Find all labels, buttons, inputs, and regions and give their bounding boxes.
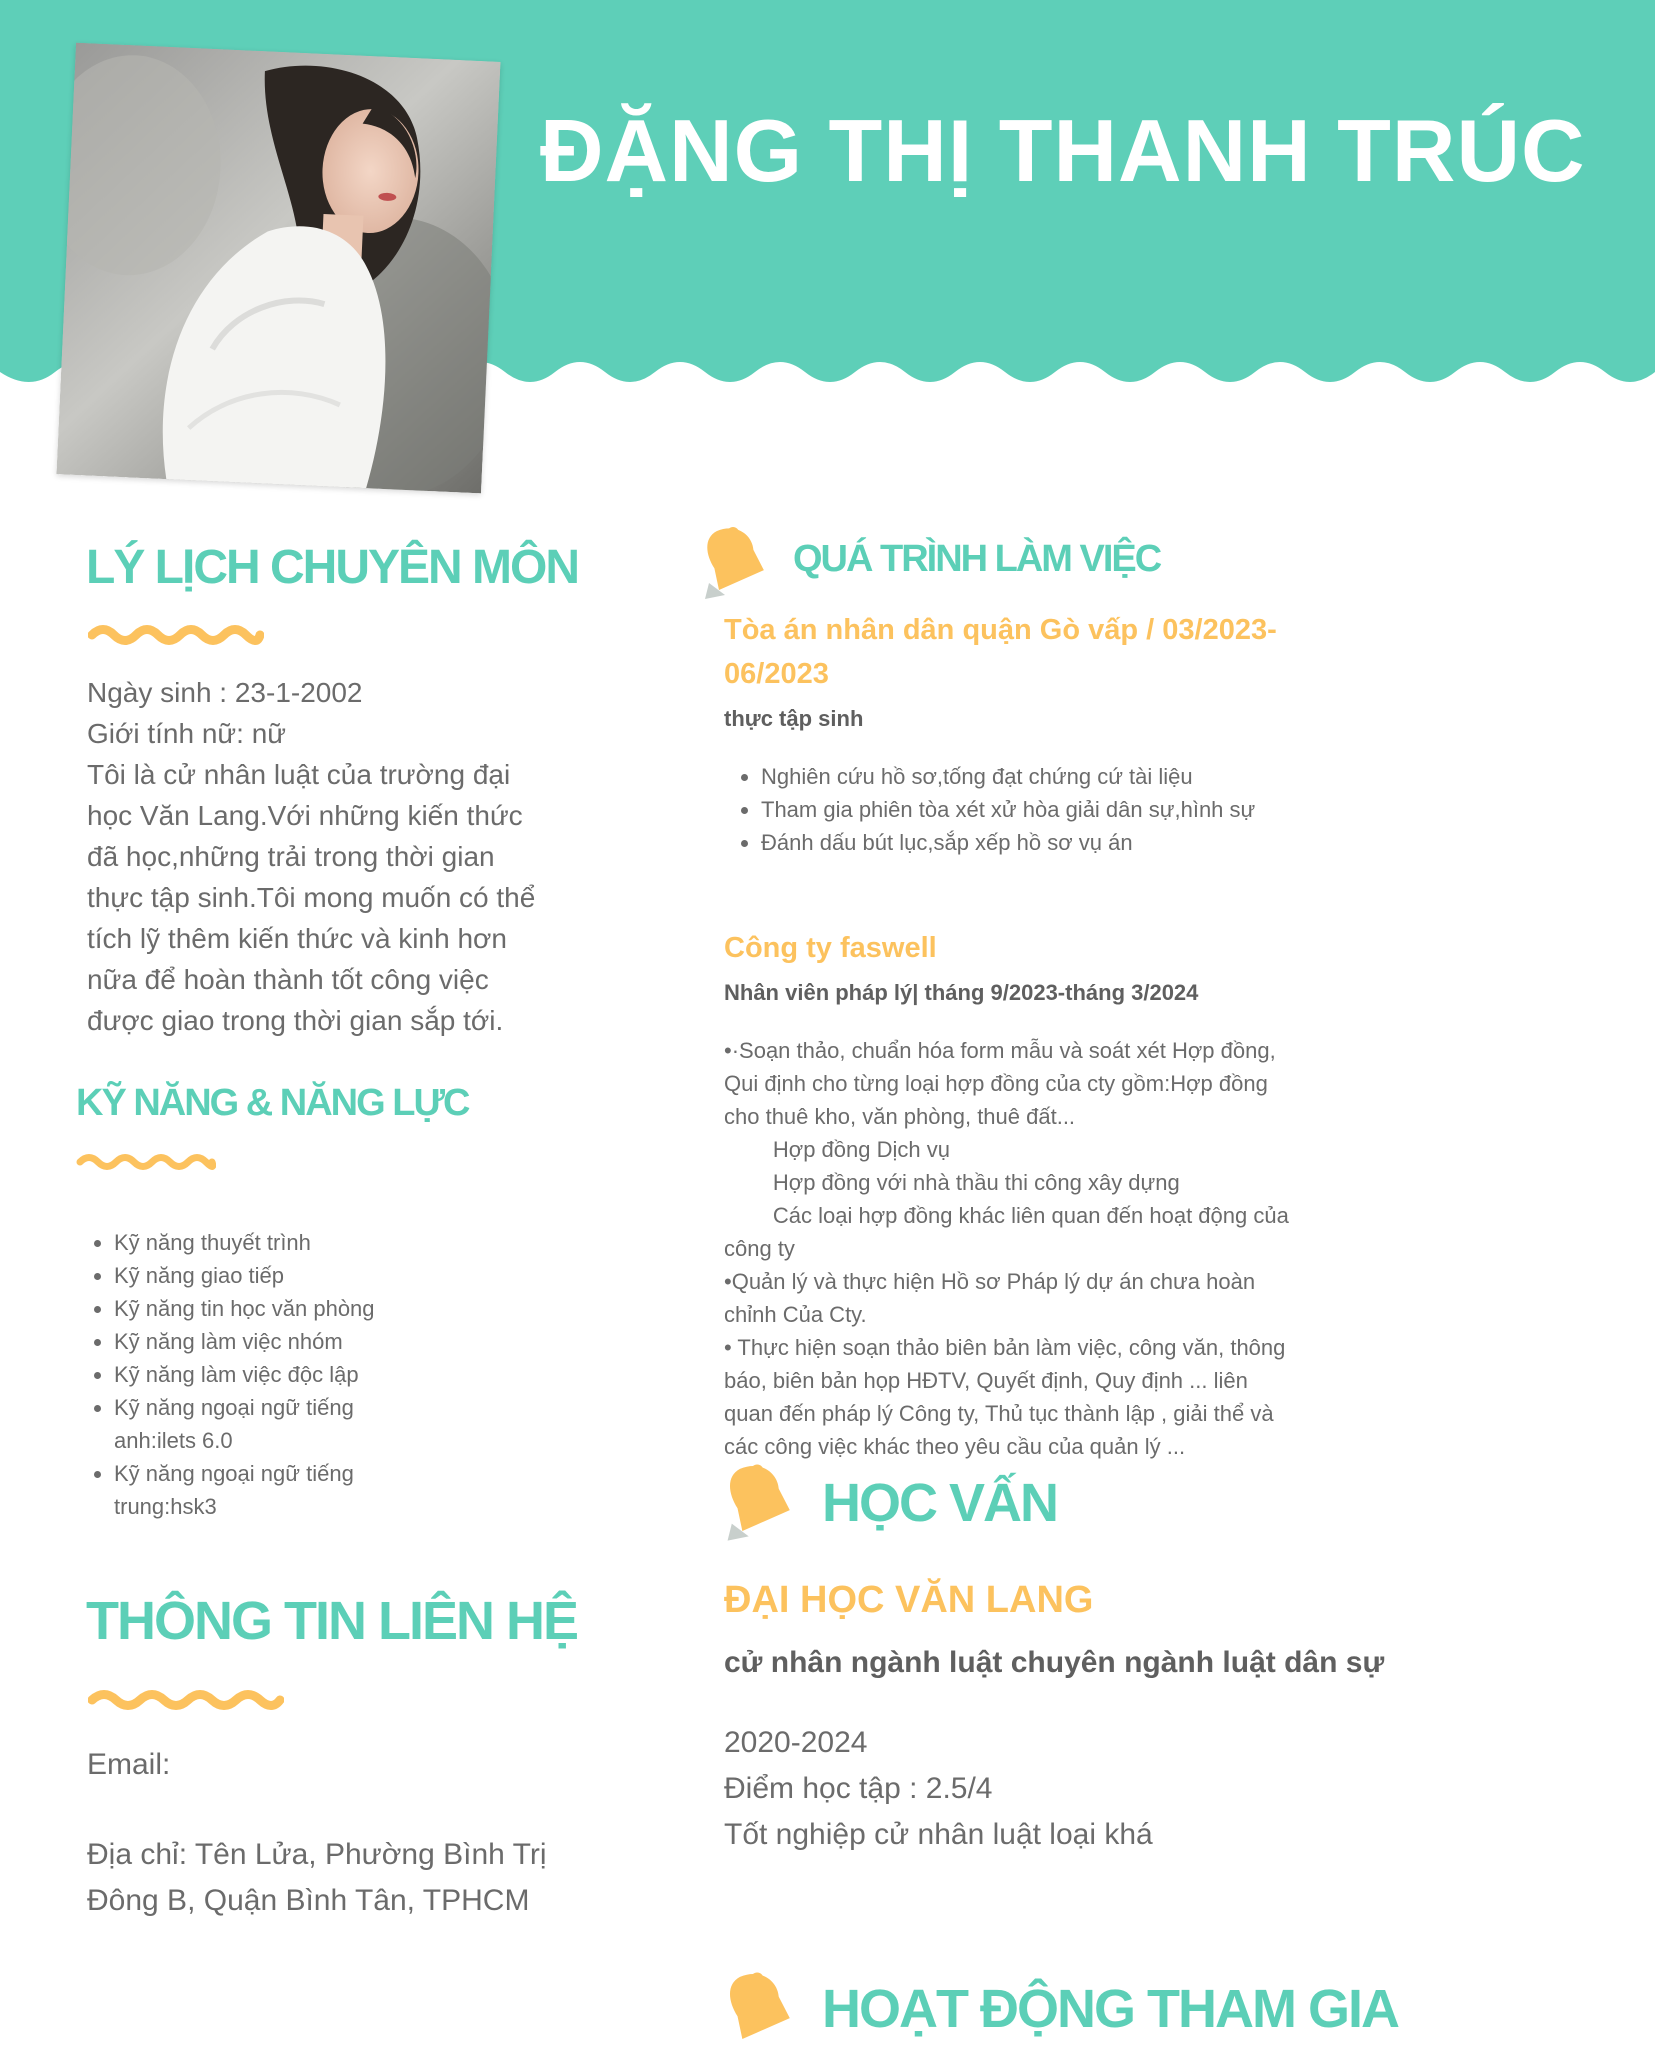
address-line: Địa chỉ: Tên Lửa, Phường Bình Trị xyxy=(87,1838,547,1871)
bell-icon xyxy=(717,1462,791,1542)
job-1-company-line: Tòa án nhân dân quận Gò vấp / 03/2023- xyxy=(724,614,1277,646)
profile-wave-divider xyxy=(88,622,264,648)
job-2-desc-line: Các loại hợp đồng khác liên quan đến hoạt động của xyxy=(724,1203,1289,1228)
skills-title: KỸ NĂNG & NĂNG LỰC xyxy=(76,1082,469,1124)
job-2-desc-line: • Thực hiện soạn thảo biên bản làm việc, công văn, thông xyxy=(724,1335,1286,1360)
job-2-desc-line: •·Soạn thảo, chuẩn hóa form mẫu và soát xét Hợp đồng, xyxy=(724,1038,1276,1063)
job-2-desc-line: Hợp đồng với nhà thầu thi công xây dựng xyxy=(724,1170,1180,1195)
job-1-company xyxy=(724,608,1277,696)
bell-icon xyxy=(717,1970,791,2050)
bell-icon xyxy=(695,525,765,600)
job-1-bullet: • Tham gia phiên tòa xét xử hòa giải dân sự,hình sự xyxy=(761,793,1255,826)
profile-line: Tôi là cử nhân luật của trường đại xyxy=(87,759,511,790)
job-1-bullets xyxy=(735,760,1255,859)
job-1-role: thực tập sinh xyxy=(724,706,864,731)
contact-wave-divider xyxy=(88,1686,284,1714)
job-2-desc-line: quan đến pháp lý Công ty, Thủ tục thành lập , giải thể và xyxy=(724,1401,1274,1426)
profile-line: Ngày sinh : 23-1-2002 xyxy=(87,677,363,708)
job-1-bullet: • Đánh dấu bút lục,sắp xếp hồ sơ vụ án xyxy=(761,826,1255,859)
job-2-desc-line: cho thuê kho, văn phòng, thuê đất... xyxy=(724,1104,1076,1129)
skills-list xyxy=(88,1226,454,1523)
education-line: Điểm học tập : 2.5/4 xyxy=(724,1772,993,1805)
profile-line: được giao trong thời gian sắp tới. xyxy=(87,1005,504,1036)
job-2-desc-line: công ty xyxy=(724,1236,795,1261)
job-2-company: Công ty faswell xyxy=(724,932,937,964)
job-2-desc-line: •Quản lý và thực hiện Hồ sơ Pháp lý dự án chưa hoàn xyxy=(724,1269,1256,1294)
education-line: Tốt nghiệp cử nhân luật loại khá xyxy=(724,1818,1153,1851)
job-2-desc-line: chỉnh Của Cty. xyxy=(724,1302,867,1327)
profile-text xyxy=(87,672,535,1041)
job-2-desc-line: Hợp đồng Dịch vụ xyxy=(724,1137,950,1162)
degree: cử nhân ngành luật chuyên ngành luật dân sự xyxy=(724,1646,1385,1679)
email-label: Email: xyxy=(87,1748,171,1781)
school-name: ĐẠI HỌC VĂN LANG xyxy=(724,1579,1094,1621)
skill-item: • Kỹ năng giao tiếp xyxy=(114,1259,454,1292)
candidate-name: ĐẶNG THỊ THANH TRÚC xyxy=(540,101,1586,200)
portrait-photo xyxy=(56,43,500,494)
job-2-description xyxy=(724,1034,1289,1463)
skills-wave-divider xyxy=(76,1150,216,1174)
profile-line: học Văn Lang.Với những kiến thức xyxy=(87,800,523,831)
contact-email xyxy=(87,1742,170,1788)
profile-line: nữa để hoàn thành tốt công việc xyxy=(87,964,489,995)
skill-item: • Kỹ năng làm việc nhóm xyxy=(114,1325,454,1358)
education-line: 2020-2024 xyxy=(724,1726,868,1759)
job-1-company-line: 06/2023 xyxy=(724,658,829,690)
profile-line: thực tập sinh.Tôi mong muốn có thể xyxy=(87,882,536,913)
contact-title: THÔNG TIN LIÊN HỆ xyxy=(86,1591,577,1651)
profile-line: đã học,những trải trong thời gian xyxy=(87,841,495,872)
address-line: Đông B, Quận Bình Tân, TPHCM xyxy=(87,1884,530,1917)
skill-item: • Kỹ năng làm việc độc lập xyxy=(114,1358,454,1391)
activities-title: HOẠT ĐỘNG THAM GIA xyxy=(822,1979,1398,2039)
job-2-desc-line: các công việc khác theo yêu cầu của quản lý ... xyxy=(724,1434,1186,1459)
contact-address xyxy=(87,1832,547,1924)
profile-line: Giới tính nữ: nữ xyxy=(87,718,287,749)
job-1-bullet: • Nghiên cứu hồ sơ,tống đạt chứng cứ tài liệu xyxy=(761,760,1255,793)
job-2-desc-line: Qui định cho từng loại hợp đồng của cty gồm:Hợp đồng xyxy=(724,1071,1268,1096)
skill-item: • Kỹ năng tin học văn phòng xyxy=(114,1292,454,1325)
job-2-desc-line: báo, biên bản họp HĐTV, Quyết định, Quy định ... liên xyxy=(724,1368,1248,1393)
skill-item: • Kỹ năng thuyết trình xyxy=(114,1226,454,1259)
work-title: QUÁ TRÌNH LÀM VIỆC xyxy=(793,538,1161,580)
skill-item: • Kỹ năng ngoại ngữ tiếng anh:ilets 6.0 xyxy=(114,1391,454,1457)
skill-item: • Kỹ năng ngoại ngữ tiếng trung:hsk3 xyxy=(114,1457,454,1523)
job-2-role: Nhân viên pháp lý| tháng 9/2023-tháng 3/2024 xyxy=(724,980,1199,1005)
profile-title: LÝ LỊCH CHUYÊN MÔN xyxy=(86,541,578,594)
education-details xyxy=(724,1720,1153,1858)
education-title: HỌC VẤN xyxy=(822,1473,1058,1533)
profile-line: tích lỹ thêm kiến thức và kinh hơn xyxy=(87,923,507,954)
